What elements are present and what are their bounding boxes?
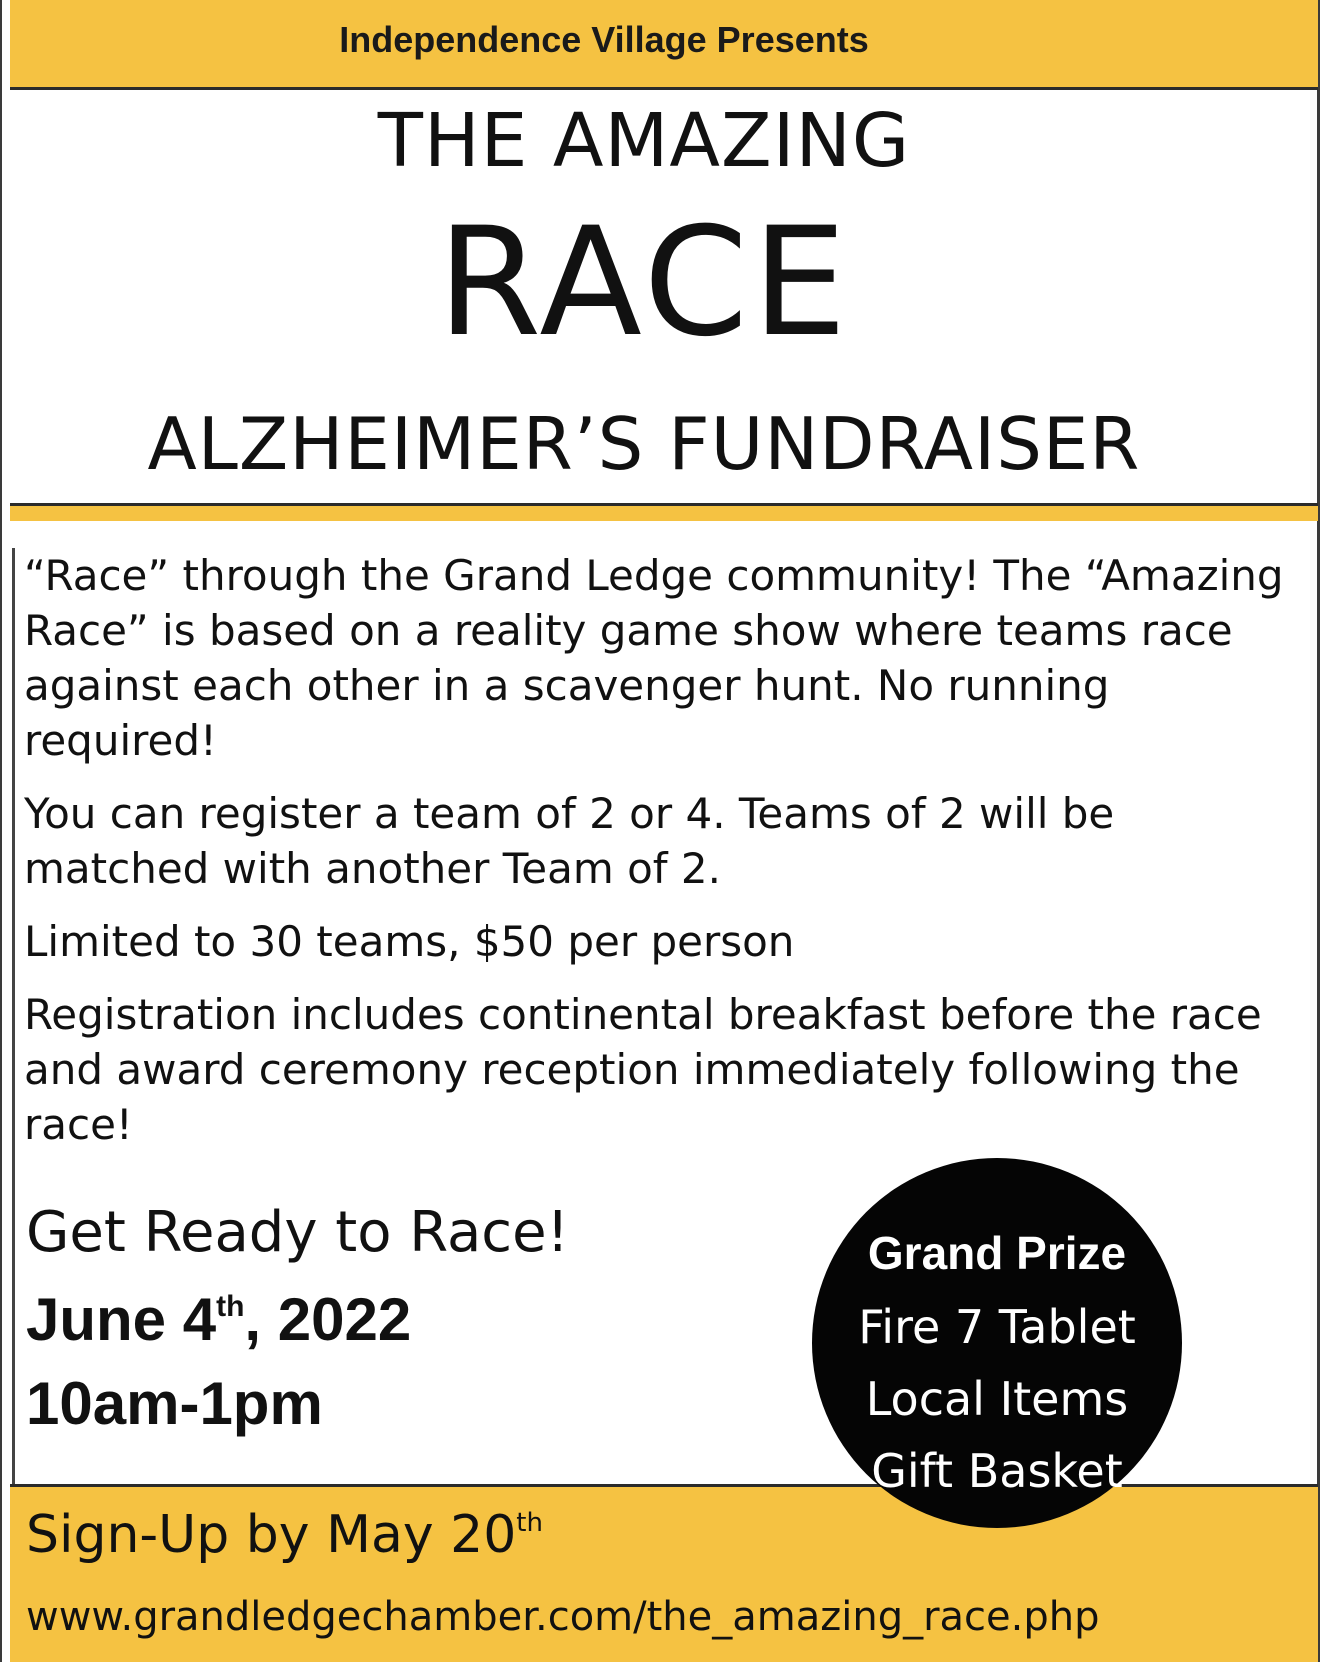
- title-block: [10, 90, 1318, 508]
- signup-deadline: [26, 1505, 543, 1565]
- title-line-3: ALZHEIMER’S FUNDRAISER: [147, 402, 1141, 486]
- paragraph-teams: You can register a team of 2 or 4. Teams of 2 will be matched with another Team of 2.: [24, 789, 1115, 893]
- presenter-text: Independence Village Presents: [339, 18, 869, 60]
- prize-item: Local Items: [865, 1372, 1129, 1426]
- title-line-1: THE AMAZING: [377, 98, 911, 184]
- grand-prize-title: Grand Prize: [867, 1227, 1127, 1279]
- event-date-ordinal: th: [216, 1289, 245, 1323]
- event-date-day: June 4: [26, 1286, 217, 1353]
- bottom-banner: [10, 1484, 1318, 1662]
- event-date-year: , 2022: [244, 1286, 412, 1353]
- paragraph-intro: “Race” through the Grand Ledge community! The “Amazing Race” is based on a reality game show where teams race against each other in a scavenger hunt. No running required!: [24, 551, 1284, 765]
- event-time: 10am-1pm: [26, 1370, 323, 1437]
- divider-band: [10, 503, 1318, 521]
- signup-deadline-ordinal: th: [516, 1508, 543, 1539]
- grand-prize-badge: [812, 1158, 1182, 1528]
- top-banner: [10, 0, 1318, 90]
- paragraph-limits: Limited to 30 teams, $50 per person: [24, 917, 795, 966]
- left-rule: [12, 548, 15, 1548]
- description: [24, 548, 1294, 1170]
- signup-url[interactable]: www.grandledgechamber.com/the_amazing_race.php: [26, 1594, 1100, 1640]
- event-date: [26, 1286, 412, 1353]
- title-line-2: RACE: [437, 196, 851, 370]
- signup-deadline-text: Sign-Up by May 20: [26, 1505, 517, 1565]
- event-tagline: Get Ready to Race!: [26, 1200, 569, 1265]
- prize-item: Gift Basket: [871, 1444, 1123, 1498]
- paragraph-registration: Registration includes continental breakfast before the race and award ceremony reception immediately following the race!: [24, 990, 1262, 1149]
- prize-item: Fire 7 Tablet: [858, 1300, 1136, 1354]
